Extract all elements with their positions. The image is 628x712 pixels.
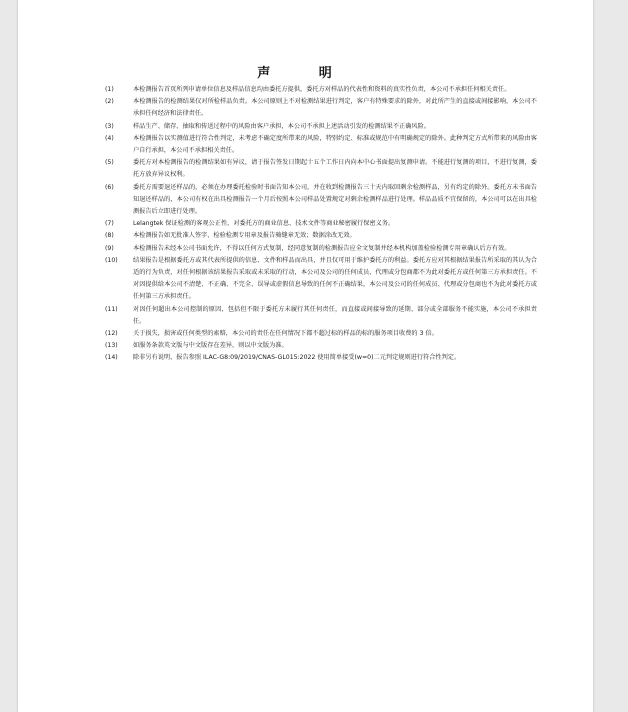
clause-item <box>105 243 537 255</box>
clause-text: 关于损失，损害或任何类型的索赔，本公司的责任在任何情况下都不超过标的样品的标的服务项目收费的 3 倍。 <box>133 330 438 338</box>
clause-item <box>105 133 537 157</box>
clause-item <box>105 340 537 352</box>
clause-text: Lelangtek 保证检测的客观公正性，对委托方的商业信息、技术文件等商业秘密履行保密义务。 <box>133 220 395 228</box>
clause-number: (1) <box>105 86 114 93</box>
clause-text: 结果报告是根据委托方或其代表所提供的信息、文件和样品而出具，并且仅可用于维护委托方的利益。委托方应对其根据结果报告所采取的其认为合适的行为负责，对任何根据该结果报告采取或未采取的行动，本公司及公司的任何成员、代理或分包商都不为此对委托方或任何第三方承担责任。不对因提供给本公司不清楚、不正确、不完全、误导或虚假信息导致的任何不正确结果，本公司及公司的任何成员、代理或分包商也不为此对委托方或任何第三方承担责任。 <box>133 256 537 301</box>
clause-text: 对因任何超出本公司控制的原因，包括但不限于委托方未履行其任何责任，而直接或间接导致的延期、部分或全部服务不能实施，本公司不承担责任。 <box>133 305 537 325</box>
clause-text: 本检测报告以实测值进行符合性判定，未考虑不确定度所带来的风险，特别约定、标准或规范中有明确规定的除外。此种判定方式所带来的风险由客户自行承担，本公司不承担相关责任。 <box>133 134 537 155</box>
clause-number: (7) <box>105 220 114 228</box>
clause-number: (9) <box>105 244 114 252</box>
clause-number: (5) <box>105 159 114 167</box>
clause-item <box>105 96 537 120</box>
clause-text: 本检测报告如无批准人签字、检验检测专用章及报告骑缝章无效；数据涂改无效。 <box>133 232 356 240</box>
clause-text: 本检测报告未经本公司书面允许，不得以任何方式复制，经同意复制的检测报告应全文复制并经本机构加盖检验检测专用章确认后方有效。 <box>133 244 511 252</box>
clause-item <box>105 255 537 304</box>
clause-item <box>105 304 537 328</box>
page-title: 声 明 <box>257 66 354 81</box>
clause-text: 委托方需要退还样品的，必须在办理委托检验时书面告知本公司，并在收到检测报告三十天内取回剩余检测样品，另有约定的除外。委托方未书面告知退还样品的，本公司有权在出具检测报告一个月后按照本公司样品处置规定对剩余检测样品进行处理。样品品质不宜保留的，本公司可以在出具检测报告后立即进行处理。 <box>133 183 537 216</box>
document-page <box>18 0 614 712</box>
clause-number: (3) <box>105 122 114 130</box>
clause-number: (13) <box>105 342 118 350</box>
clause-number: (4) <box>105 134 114 142</box>
clause-item <box>105 84 537 96</box>
clause-text: 如服务条款英文版与中文版存在差异，则以中文版为准。 <box>133 342 288 350</box>
clause-number: (8) <box>105 232 114 240</box>
clause-item <box>105 182 537 219</box>
clause-list <box>105 84 537 365</box>
clause-number: (10) <box>105 256 118 264</box>
clause-text: 样品生产、储存、抽取和传送过程中的风险由客户承担，本公司不承担上述活动引发的检测结果不正确风险。 <box>133 122 430 130</box>
clause-text: 本检测报告的检测结果仅对所检样品负责。本公司原则上不对检测结果进行判定，客户有特殊要求的除外，对此所产生的直接或间接影响，本公司不承担任何经济和法律责任。 <box>133 98 537 118</box>
clause-text: 除非另有说明，报告参照 ILAC-G8:09/2019/CNAS-GL015:2022 使用简单接受(w=0)二元判定规则进行符合性判定。 <box>133 354 461 362</box>
clause-number: (6) <box>105 183 114 191</box>
clause-item <box>105 352 537 364</box>
clause-number: (12) <box>105 330 118 338</box>
clause-text: 委托方对本检测报告的检测结果如有异议，请于报告签发日期起十五个工作日内向本中心书面提出复测申请。不能进行复测的项目，不进行复测，委托方放弃异议权利。 <box>133 159 537 179</box>
clause-item <box>105 121 537 133</box>
clause-number: (14) <box>105 354 118 362</box>
clause-item <box>105 328 537 340</box>
clause-item <box>105 218 537 230</box>
clause-text: 本检测报告首页所列申请单位信息及样品信息均由委托方提供，委托方对样品的代表性和资料的真实性负责，本公司不承担任何相关责任。 <box>133 86 511 93</box>
clause-item <box>105 157 537 181</box>
clause-number: (2) <box>105 98 114 106</box>
clause-item <box>105 230 537 242</box>
company-seal: 31 <box>563 262 593 382</box>
clause-number: (11) <box>105 305 118 313</box>
